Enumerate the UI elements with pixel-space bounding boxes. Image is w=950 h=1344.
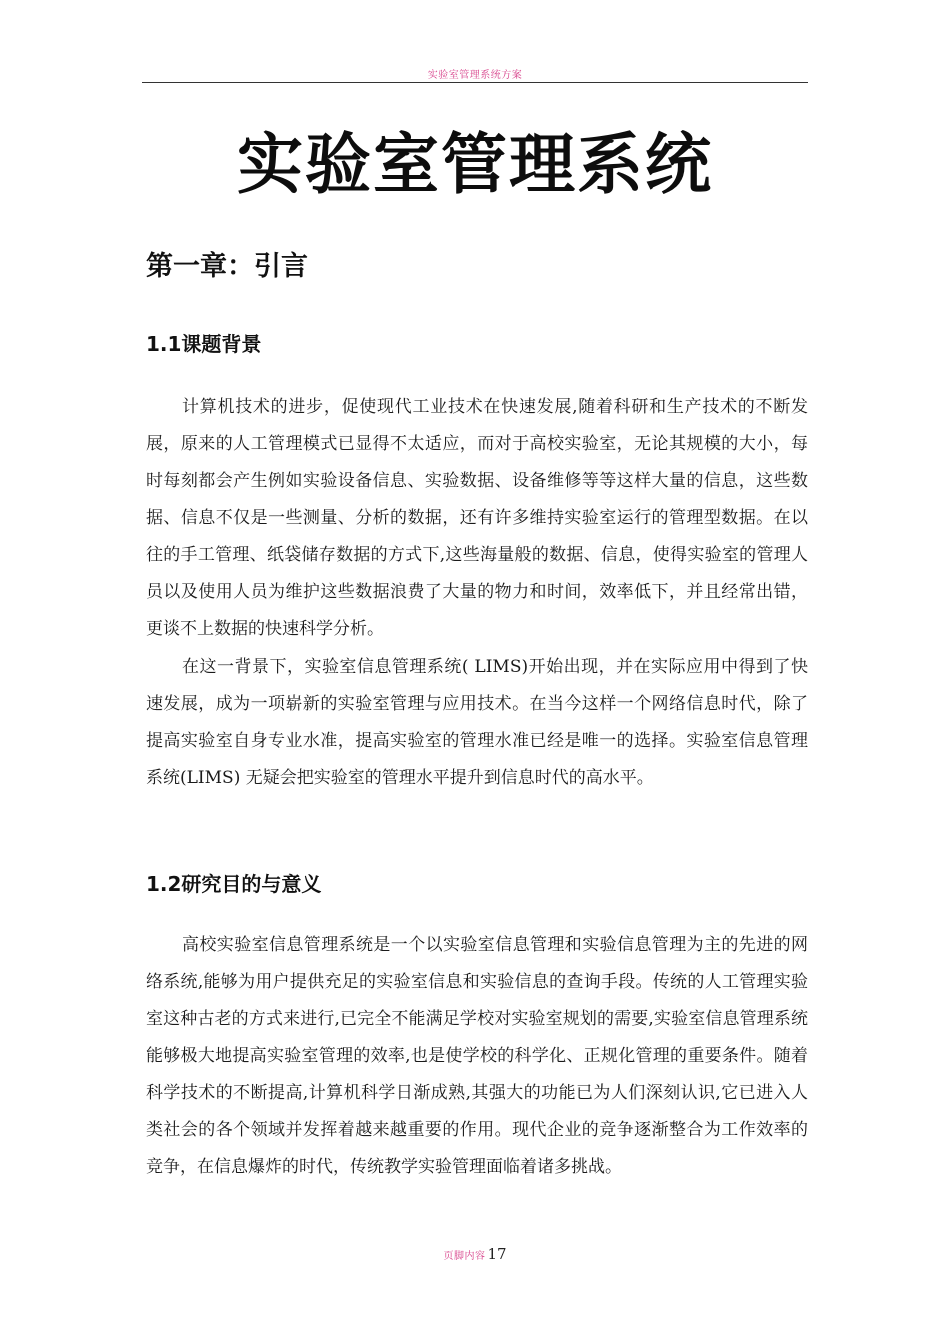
footer-label: 页脚内容	[443, 1251, 486, 1262]
page-footer	[142, 1244, 808, 1263]
document-title: 实验室管理系统	[237, 126, 713, 203]
body-paragraph: 在这一背景下，实验室信息管理系统( LIMS)开始出现，并在实际应用中得到了快速发展，成为一项崭新的实验室管理与应用技术。在当今这样一个网络信息时代，除了提高实验室自身专业水准，提高实验室的管理水准已经是唯一的选择。实验室信息管理系统(LIMS) 无疑会把实验室的管理水平提升到信息时代的高水平。	[146, 657, 808, 788]
header-divider	[142, 82, 808, 83]
chapter-heading: 第一章：引言	[146, 251, 308, 282]
body-paragraph: 计算机技术的进步，促使现代工业技术在快速发展,随着科研和生产技术的不断发展，原来的人工管理模式已显得不太适应，而对于高校实验室，无论其规模的大小，每时每刻都会产生例如实验设备信息、实验数据、设备维修等等这样大量的信息，这些数据、信息不仅是一些测量、分析的数据，还有许多维持实验室运行的管理型数据。在以往的手工管理、纸袋储存数据的方式下,这些海量般的数据、信息，使得实验室的管理人员以及使用人员为维护这些数据浪费了大量的物力和时间，效率低下，并且经常出错，更谈不上数据的快速科学分析。	[146, 397, 808, 639]
body-paragraph: 高校实验室信息管理系统是一个以实验室信息管理和实验信息管理为主的先进的网络系统,能够为用户提供充足的实验室信息和实验信息的查询手段。传统的人工管理实验室这种古老的方式来进行,已完全不能满足学校对实验室规划的需要,实验室信息管理系统能够极大地提高实验室管理的效率,也是使学校的科学化、正规化管理的重要条件。随着科学技术的不断提高,计算机科学日渐成熟,其强大的功能已为人们深刻认识,它已进入人类社会的各个领域并发挥着越来越重要的作用。现代企业的竞争逐渐整合为工作效率的竞争，在信息爆炸的时代，传统教学实验管理面临着诸多挑战。	[146, 935, 808, 1177]
page-number: 17	[487, 1245, 507, 1263]
page-header: 实验室管理系统方案	[427, 70, 523, 81]
section-heading-purpose: 1.2研究目的与意义	[146, 872, 322, 896]
section-heading-background: 1.1课题背景	[146, 332, 262, 356]
